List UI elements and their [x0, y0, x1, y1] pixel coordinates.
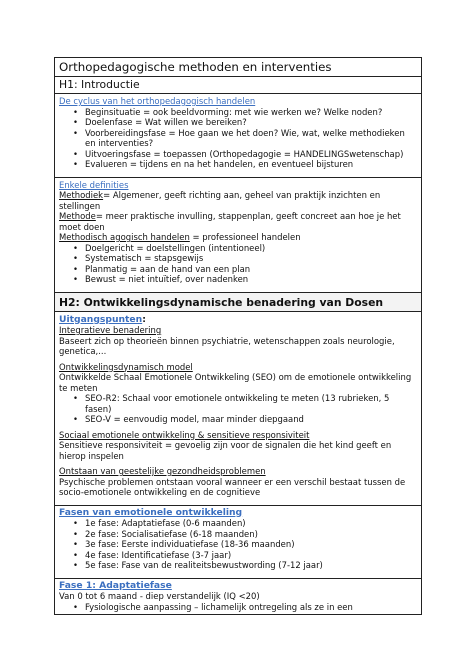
- definition-methode: [59, 211, 417, 232]
- fasen-section: [55, 506, 421, 579]
- text-methodiek: = Algemener, geeft richting aan, geheel van praktijk inzichten en stellingen: [59, 190, 381, 211]
- cycle-list: [59, 107, 417, 170]
- model-list: [59, 393, 417, 425]
- uitgang-heading: Uitgangspunten: [59, 313, 143, 325]
- definitions-section: [55, 178, 421, 293]
- list-item: • Evalueren = tijdens en na het handelen, en eventueel bijsturen: [85, 159, 417, 170]
- term-mah: Methodisch agogisch handelen: [59, 232, 190, 242]
- uitgang-heading-line: [59, 314, 417, 326]
- fase1-heading: Fase 1: Adaptatiefase: [59, 579, 172, 591]
- list-item: • Uitvoeringsfase = toepassen (Orthopedagogie = HANDELINGSwetenschap): [85, 149, 417, 160]
- list-item: • Beginsituatie = ook beeldvorming: met wie werken we? Welke noden?: [85, 107, 417, 118]
- definition-methodiek: [59, 190, 417, 211]
- ontstaan-title: Ontstaan van geestelijke gezondheidsproblemen: [59, 466, 266, 476]
- heading-h1: H1: Introductie: [55, 77, 421, 94]
- ontstaan-text: Psychische problemen ontstaan vooral wanneer er een verschil bestaat tussen de socio-emotionele ontwikkeling en de cognitieve: [59, 476, 406, 497]
- sociaal-title: Sociaal emotionele ontwikkeling & sensitieve responsiviteit: [59, 429, 310, 440]
- heading-h2: H2: Ontwikkelingsdynamische benadering van Dosen: [55, 293, 421, 312]
- list-item: • Planmatig = aan de hand van een plan: [85, 264, 417, 275]
- list-item: • SEO-V = eenvoudig model, maar minder diepgaand: [85, 414, 417, 425]
- fasen-heading: Fasen van emotionele ontwikkeling: [59, 506, 243, 518]
- definition-mah: [59, 232, 417, 243]
- list-item: • 2e fase: Socialisatiefase (6-18 maanden): [85, 529, 417, 540]
- list-item: • SEO-R2: Schaal voor emotionele ontwikkeling te meten (13 rubrieken, 5 fasen): [85, 393, 417, 414]
- uitgang-section: [55, 312, 421, 506]
- list-item: • 5e fase: Fase van de realiteitsbewustwording (7-12 jaar): [85, 560, 417, 571]
- uitgang-colon: :: [142, 313, 146, 325]
- integ-title: Integratieve benadering: [59, 325, 162, 335]
- sociaal-text: Sensitieve responsiviteit = gevoelig zijn voor de signalen die het kind geeft en hierop inspelen: [59, 440, 392, 461]
- list-item: • 3e fase: Eerste individuatiefase (18-36 maanden): [85, 539, 417, 550]
- document-page: [54, 57, 422, 615]
- text-mah: = professioneel handelen: [189, 232, 301, 242]
- notes-table: [54, 57, 422, 615]
- list-item: • Bewust = niet intuïtief, over nadenken: [85, 274, 417, 285]
- fasen-list: [59, 518, 417, 571]
- term-methode: Methode: [59, 211, 96, 221]
- list-item: • 4e fase: Identificatiefase (3-7 jaar): [85, 550, 417, 561]
- model-title: Ontwikkelingsdynamisch model: [59, 361, 193, 372]
- model-text: Ontwikkelde Schaal Emotionele Ontwikkeling (SEO) om de emotionele ontwikkeling te meten: [59, 372, 412, 393]
- definitions-list: [59, 243, 417, 285]
- list-item: • Fysiologische aanpassing – lichamelijk ontregeling als ze in een: [85, 602, 417, 613]
- text-methode: = meer praktische invulling, stappenplan, geeft concreet aan hoe je het moet doen: [59, 211, 401, 232]
- list-item: • 1e fase: Adaptatiefase (0-6 maanden): [85, 518, 417, 529]
- integ-text: Baseert zich op theorieën binnen psychiatrie, wetenschappen zoals neurologie, genetica,...: [59, 335, 395, 356]
- term-methodiek: Methodiek: [59, 190, 104, 200]
- fase1-text: Van 0 tot 6 maand - diep verstandelijk (IQ <20): [59, 591, 260, 601]
- list-item: • Doelenfase = Wat willen we bereiken?: [85, 117, 417, 128]
- definitions-heading: Enkele definities: [59, 179, 129, 190]
- fase1-section: [55, 579, 421, 615]
- list-item: • Voorbereidingsfase = Hoe gaan we het doen? Wie, wat, welke methodieken en interventies?: [85, 128, 417, 149]
- list-item: • Systematisch = stapsgewijs: [85, 253, 417, 264]
- document-title: Orthopedagogische methoden en interventies: [55, 58, 421, 77]
- list-item: • Doelgericht = doelstellingen (intentioneel): [85, 243, 417, 254]
- cycle-section: [55, 94, 421, 178]
- cycle-heading: De cyclus van het orthopedagogisch handelen: [59, 96, 256, 106]
- fase1-list: [59, 602, 417, 613]
